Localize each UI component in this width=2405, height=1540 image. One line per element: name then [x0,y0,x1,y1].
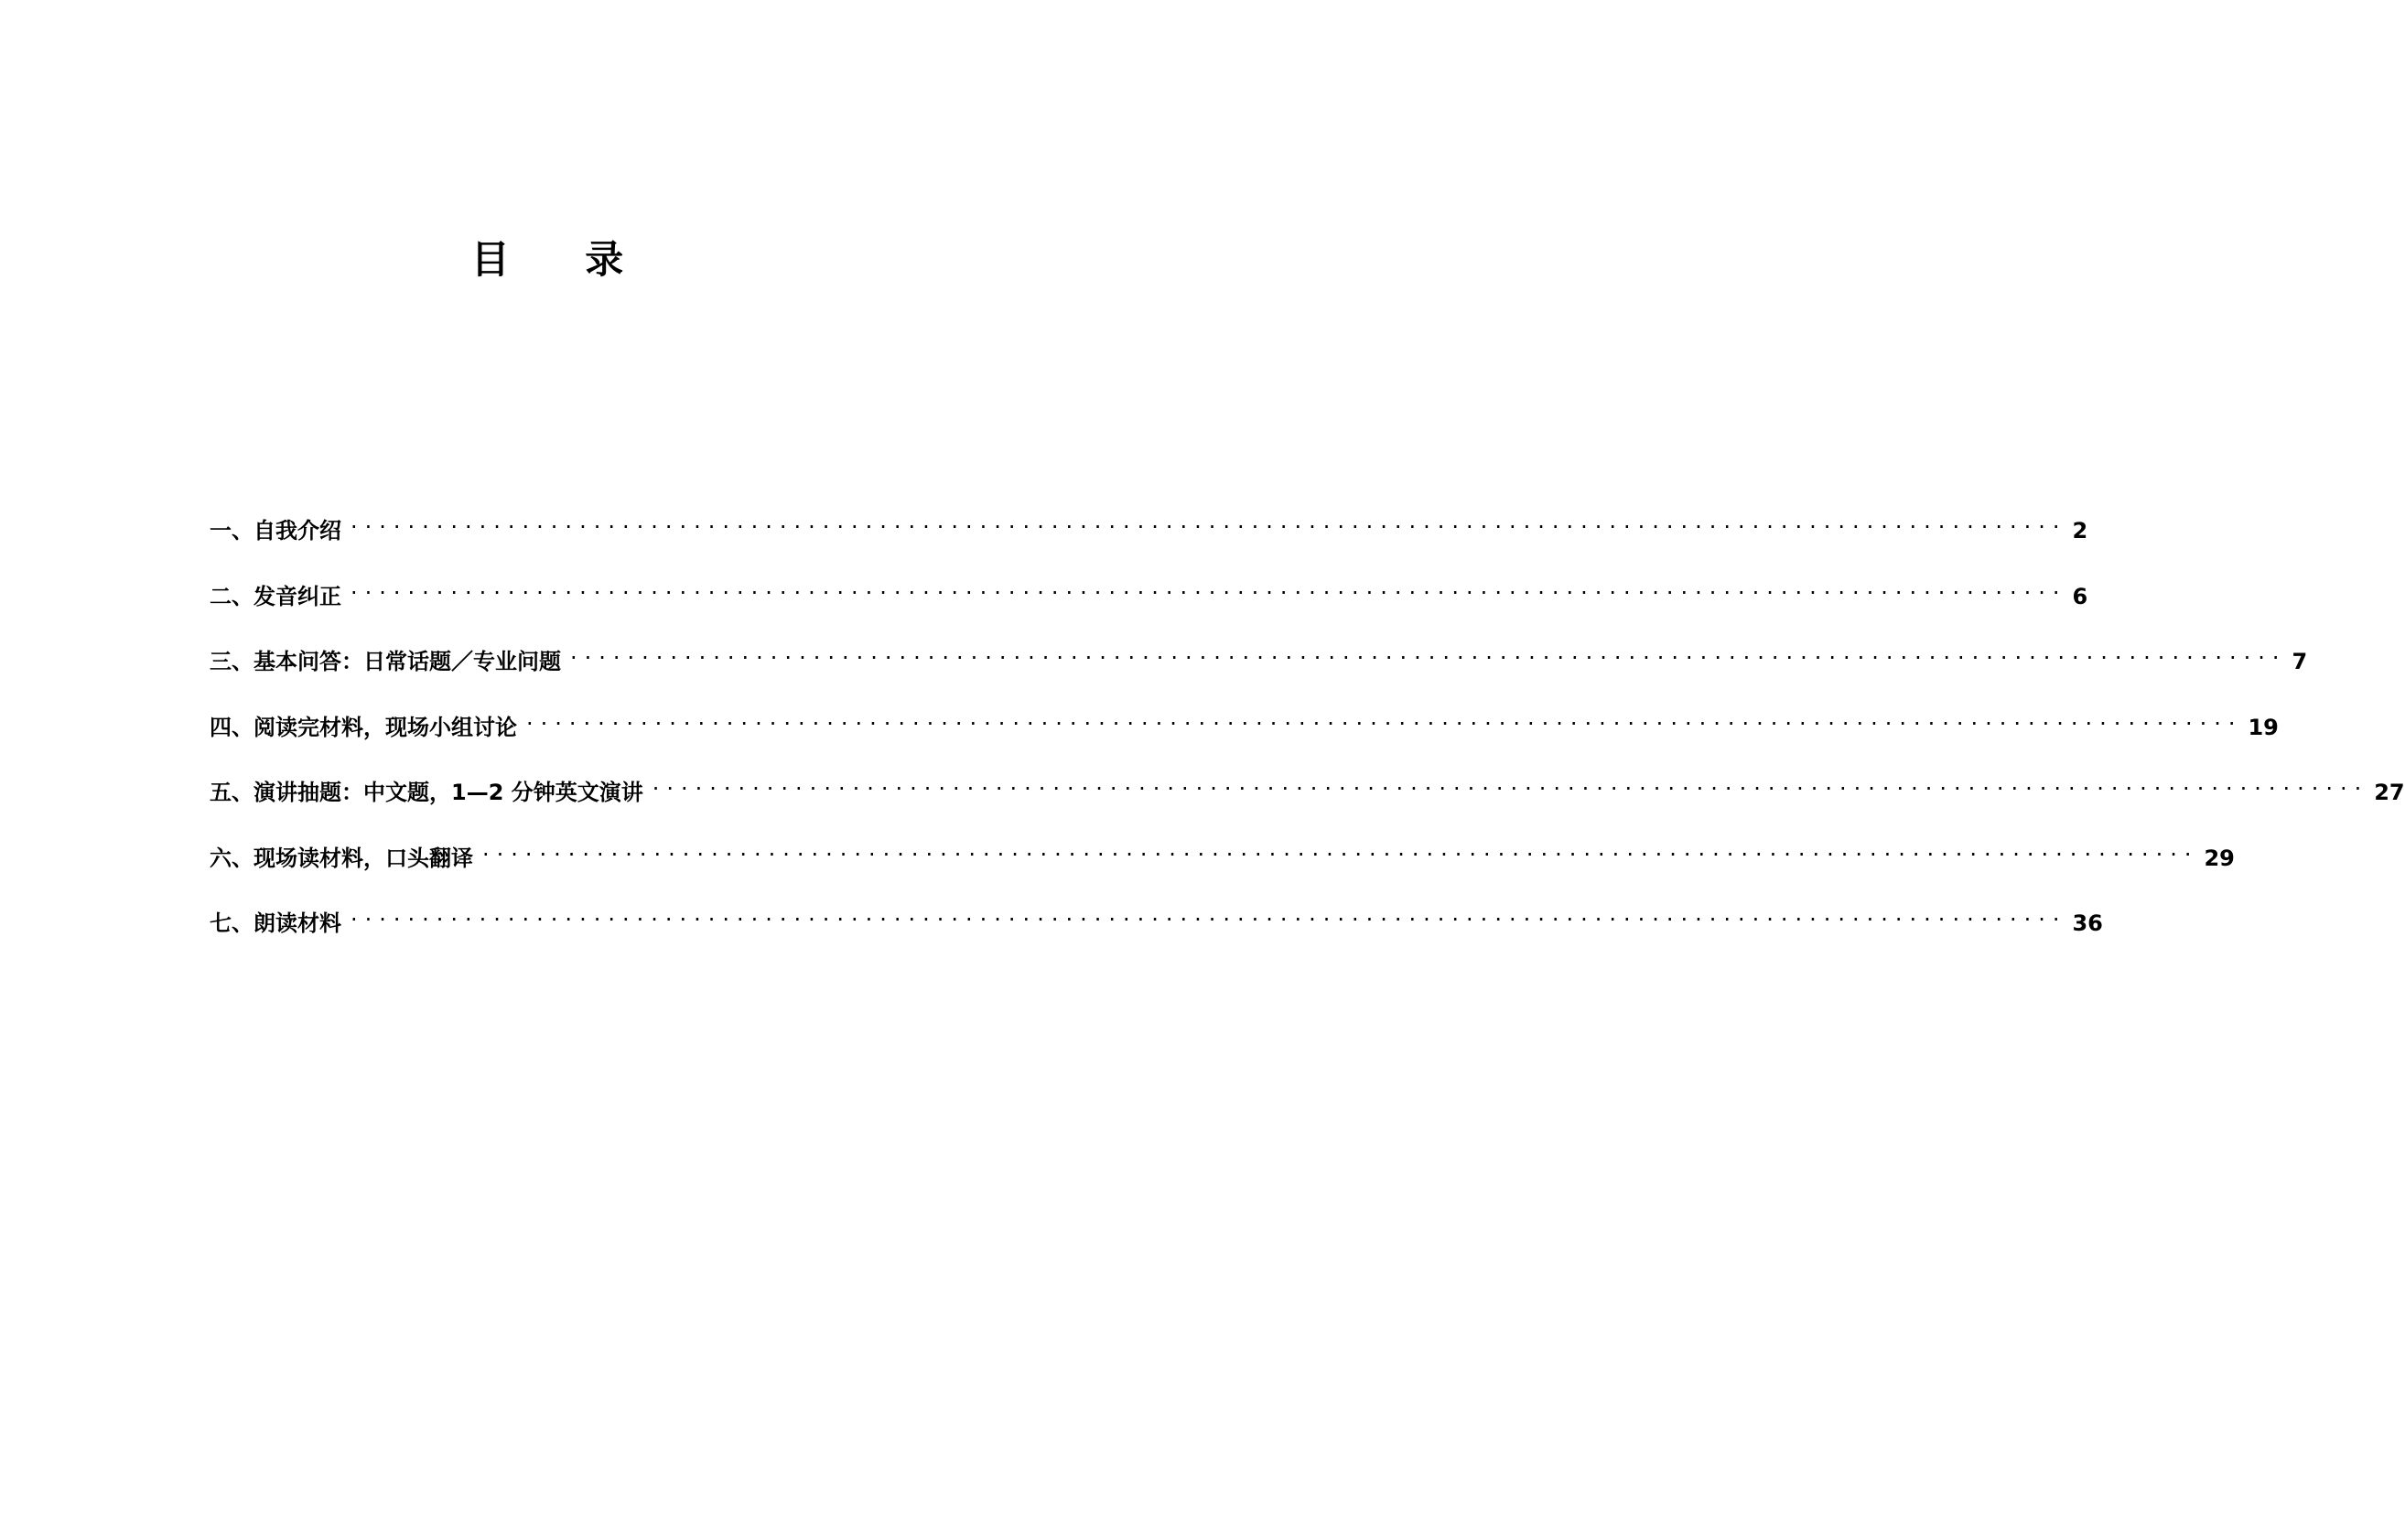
toc-leader-dots: ························································································································ [351,514,2067,540]
toc-entry-label: 七、朗读材料 [210,910,341,936]
toc-entry-self-introduction[interactable] [210,514,2088,580]
toc-entry-page-number: 7 [2292,649,2308,674]
toc-leader-dots: ························································································································ [351,907,2067,932]
toc-entry-oral-translation[interactable] [210,841,2235,908]
toc-entry-group-discussion[interactable] [210,710,2279,777]
toc-leader-dots: ························································································································ [351,579,2067,606]
toc-entry-page-number: 6 [2072,583,2088,609]
toc-leader-dots: ························································································································ [526,710,2243,737]
toc-entry-label: 六、现场读材料，口头翻译 [210,845,473,871]
table-of-contents [210,514,2405,973]
toc-entry-page-number: 27 [2374,780,2405,805]
toc-entry-page-number: 2 [2072,518,2088,544]
toc-entry-reading-materials[interactable] [210,907,2103,973]
toc-leader-dots: ························································································································ [570,645,2287,671]
toc-entry-label: 五、演讲抽题：中文题，1—2 分钟英文演讲 [210,780,643,805]
toc-entry-page-number: 19 [2248,714,2279,740]
toc-entry-basic-qa[interactable] [210,645,2308,711]
toc-entry-pronunciation[interactable] [210,579,2088,646]
toc-entry-label: 一、自我介绍 [210,518,341,544]
toc-entry-page-number: 36 [2072,910,2103,936]
toc-entry-page-number: 29 [2204,845,2235,871]
toc-entry-label: 四、阅读完材料，现场小组讨论 [210,714,517,740]
toc-entry-label: 二、发音纠正 [210,583,341,609]
page-title: 目 录 [470,237,655,282]
toc-entry-label: 三、基本问答：日常话题／专业问题 [210,649,561,674]
toc-leader-dots: ························································································································ [482,841,2199,867]
toc-leader-dots: ························································································································ [652,776,2369,802]
toc-entry-speech[interactable] [210,776,2405,842]
